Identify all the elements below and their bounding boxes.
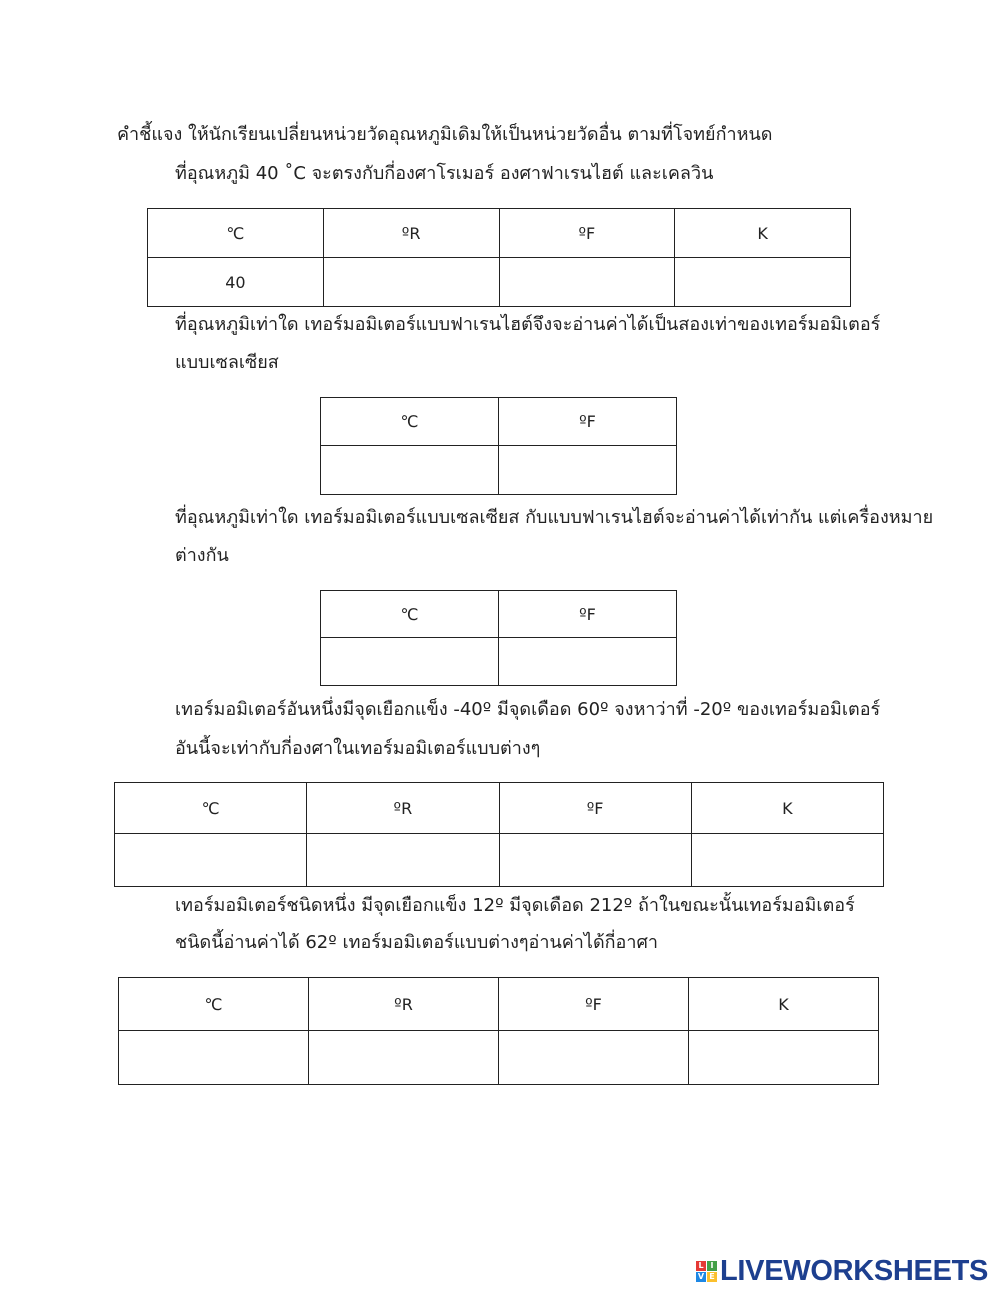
answer-kelvin-input[interactable] [689,1031,878,1084]
answer-fahrenheit-cell[interactable] [499,258,675,307]
header-celsius: ℃ [321,398,499,446]
question-3-line-1: ที่อุณหภูมิเท่าใด เทอร์มอมิเตอร์แบบเซลเซียส กับแบบฟาเรนไฮต์จะอ่านค่าได้เท่ากัน แต่เครื่องหมาย [175,507,934,528]
logo-mark-e: E [707,1272,717,1282]
header-celsius: ℃ [148,209,324,258]
header-kelvin: K [689,978,879,1031]
answer-fahrenheit-input[interactable] [500,834,691,886]
answer-table-3 [320,590,677,686]
instruction-text: คำชี้แจง ให้นักเรียนเปลี่ยนหน่วยวัดอุณหภูมิเดิมให้เป็นหน่วยวัดอื่น ตามที่โจทย์กำหนด [117,124,773,145]
answer-reaumur-input[interactable] [309,1031,498,1084]
header-reaumur: ºR [309,978,499,1031]
answer-kelvin-input[interactable] [675,258,850,306]
answer-fahrenheit-cell[interactable] [499,446,677,495]
answer-celsius-input[interactable] [115,834,306,886]
header-fahrenheit: ºF [499,591,677,638]
header-celsius: ℃ [115,783,307,834]
header-fahrenheit: ºF [499,209,675,258]
header-kelvin: K [691,783,883,834]
answer-celsius-input[interactable] [321,446,498,494]
header-kelvin: K [675,209,851,258]
answer-table-1 [147,208,851,307]
header-fahrenheit: ºF [499,398,677,446]
question-1-line-1: ที่อุณหภูมิ 40 ˚C จะตรงกับกี่องศาโรเมอร์ องศาฟาเรนไฮต์ และเคลวิน [175,163,714,184]
liveworksheets-logo[interactable] [696,1255,988,1287]
answer-fahrenheit-cell[interactable] [499,834,691,887]
answer-fahrenheit-cell[interactable] [499,638,677,686]
question-5-line-1: เทอร์มอมิเตอร์ชนิดหนึ่ง มีจุดเยือกแข็ง 12º มีจุดเดือด 212º ถ้าในขณะนั้นเทอร์มอมิเตอร์ [175,895,855,916]
value-celsius: 40 [148,258,324,307]
answer-reaumur-cell[interactable] [309,1031,499,1085]
answer-celsius-cell[interactable] [321,638,499,686]
header-reaumur: ºR [323,209,499,258]
header-fahrenheit: ºF [499,978,689,1031]
answer-reaumur-input[interactable] [307,834,498,886]
answer-fahrenheit-cell[interactable] [499,1031,689,1085]
header-celsius: ℃ [119,978,309,1031]
answer-celsius-cell[interactable] [115,834,307,887]
answer-kelvin-input[interactable] [692,834,883,886]
answer-kelvin-cell[interactable] [675,258,851,307]
answer-celsius-cell[interactable] [119,1031,309,1085]
question-4-line-2: อันนี้จะเท่ากับกี่องศาในเทอร์มอมิเตอร์แบบต่างๆ [175,738,541,759]
answer-kelvin-cell[interactable] [691,834,883,887]
header-celsius: ℃ [321,591,499,638]
question-3-line-2: ต่างกัน [175,545,229,566]
logo-mark-i: I [707,1261,717,1271]
answer-reaumur-cell[interactable] [307,834,499,887]
question-2-line-2: แบบเซลเซียส [175,352,279,373]
header-reaumur: ºR [307,783,499,834]
answer-fahrenheit-input[interactable] [499,638,676,685]
answer-celsius-input[interactable] [119,1031,308,1084]
answer-table-2 [320,397,677,495]
logo-mark-l: L [696,1261,706,1271]
answer-reaumur-cell[interactable] [323,258,499,307]
answer-fahrenheit-input[interactable] [499,446,676,494]
answer-fahrenheit-input[interactable] [500,258,675,306]
answer-celsius-cell[interactable] [321,446,499,495]
answer-fahrenheit-input[interactable] [499,1031,688,1084]
answer-table-4 [114,782,884,887]
answer-table-5 [118,977,879,1085]
answer-reaumur-input[interactable] [324,258,499,306]
logo-wordmark: LIVEWORKSHEETS [720,1254,989,1287]
question-2-line-1: ที่อุณหภูมิเท่าใด เทอร์มอมิเตอร์แบบฟาเรนไฮต์จึงจะอ่านค่าได้เป็นสองเท่าของเทอร์มอมิเตอร์ [175,314,881,335]
answer-celsius-input[interactable] [321,638,498,685]
logo-mark-v: V [697,1271,705,1281]
question-5-line-2: ชนิดนี้อ่านค่าได้ 62º เทอร์มอมิเตอร์แบบต่างๆอ่านค่าได้กี่อาศา [175,932,658,953]
question-4-line-1: เทอร์มอมิเตอร์อันหนึ่งมีจุดเยือกแข็ง -40º มีจุดเดือด 60º จงหาว่าที่ -20º ของเทอร์มอมิเตอร์ [175,699,881,720]
answer-kelvin-cell[interactable] [689,1031,879,1085]
logo-mark-icon [696,1261,717,1282]
header-fahrenheit: ºF [499,783,691,834]
